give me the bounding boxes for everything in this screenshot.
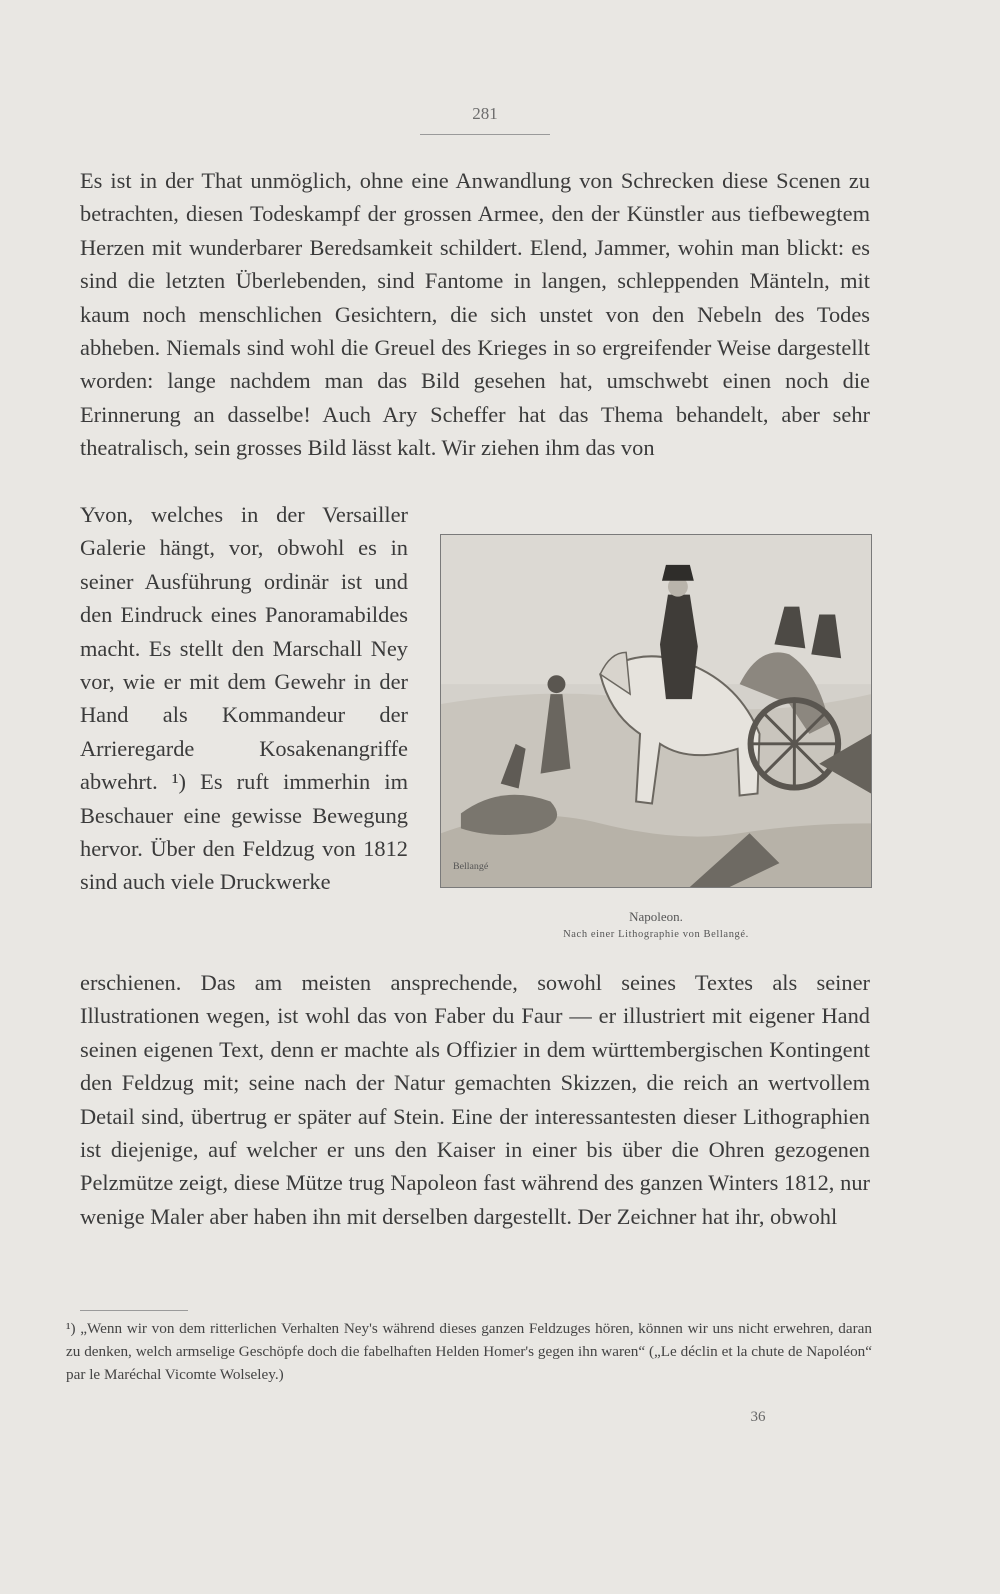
figure-caption-source: Nach einer Lithographie von Bellangé.	[563, 929, 749, 940]
body-text-bottom: erschienen. Das am meisten ansprechende, sowohl seines Textes als seiner Illustrationen wegen, ist wohl das von Faber du Faur — er illustriert mit eigener Hand seinen eigenen Text, denn er machte als Offizier in dem württembergischen Kontingent den Feldzug mit; seine nach der Natur gemachten Skizzen, die reich an wertvollem Detail sind, übertrug er später auf Stein. Eine der interessantesten dieser Lithographien ist diejenige, auf welcher er uns den Kaiser in einer bis über die Ohren gezogenen Pelzmütze zeigt, diese Mütze trug Napoleon fast während des ganzen Winters 1812, nur wenige Maler aber haben ihn mit derselben dargestellt. Der Zeichner hat ihr, obwohl	[80, 970, 870, 1229]
header-rule	[420, 134, 550, 135]
footnote-rule	[80, 1310, 188, 1311]
body-text-top: Es ist in der That unmöglich, ohne eine Anwandlung von Schrecken diese Scenen zu betrachten, diesen Todeskampf der grossen Armee, den der Künstler aus tiefbewegtem Herzen mit wunderbarer Beredsamkeit schildert. Elend, Jammer, wohin man blickt: es sind die letzten Überlebenden, sind Fantome in langen, schleppenden Mänteln, mit kaum noch menschlichen Gesichtern, die sich unstet von den Nebeln des Todes abheben. Niemals sind wohl die Greuel des Krieges in so ergreifender Weise dargestellt worden: lange nachdem man das Bild gesehen hat, umschwebt einen noch die Erinnerung an dasselbe! Auch Ary Scheffer hat das Thema behandelt, aber sehr theatralisch, sein grosses Bild lässt kalt. Wir ziehen ihm das von	[80, 168, 870, 461]
footnote: ¹) „Wenn wir von dem ritterlichen Verhalten Ney's während dieses ganzen Feldzuges hören, können wir uns nicht erwehren, daran zu denken, welch armselige Geschöpfe doch die fabelhaften Helden Homer's gegen ihn waren“ („Le déclin et la chute de Napoléon“ par le Maréchal Vicomte Wolseley.)	[66, 1320, 872, 1383]
illustration-drawing	[441, 535, 871, 887]
body-text-left-column: Yvon, welches in der Versailler Galerie hängt, vor, obwohl es in seiner Ausführung ordinär ist und den Eindruck eines Panoramabildes macht. Es stellt den Marschall Ney vor, wie er mit dem Gewehr in der Hand als Kommandeur der Arrieregarde Kosakenangriffe abwehrt. ¹) Es ruft immerhin im Beschauer eine gewisse Bewegung hervor. Über den Feldzug von 1812 sind auch viele Druckwerke	[80, 502, 408, 895]
sheet-signature: 36	[750, 1409, 766, 1425]
page-number: 281	[472, 104, 498, 123]
napoleon-illustration	[440, 534, 872, 888]
figure-caption-title: Napoleon.	[629, 909, 683, 924]
svg-text:Bellangé: Bellangé	[452, 861, 489, 873]
